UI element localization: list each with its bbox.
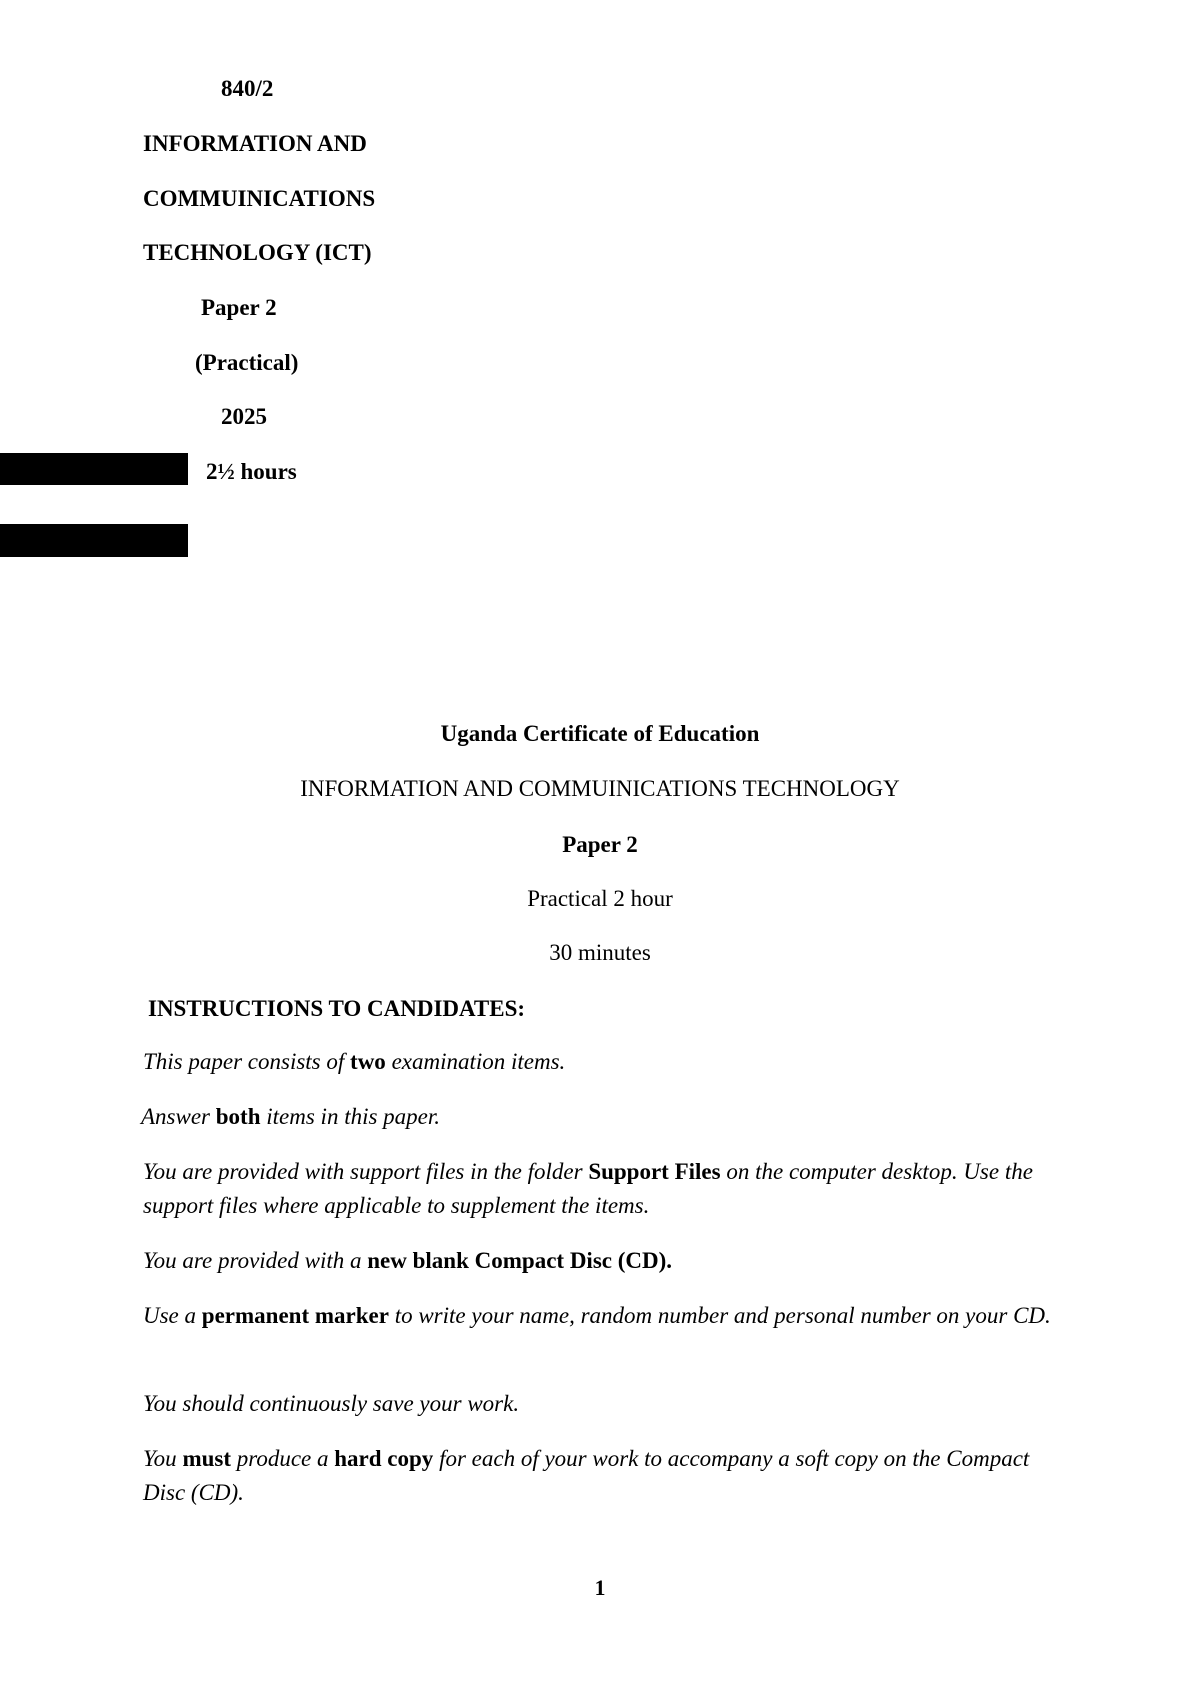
paper-code: 840/2 bbox=[221, 76, 274, 101]
instruction-item: Use a permanent marker to write your name, random number and personal number on your CD. bbox=[143, 1303, 1051, 1328]
duration-line-1: Practical 2 hour bbox=[527, 886, 673, 911]
redaction-bar bbox=[0, 524, 188, 557]
page-number: 1 bbox=[594, 1575, 606, 1600]
subject-line-2: COMMUINICATIONS bbox=[143, 186, 376, 211]
certificate-title: Uganda Certificate of Education bbox=[440, 721, 760, 746]
subject-title: INFORMATION AND COMMUINICATIONS TECHNOLOGY bbox=[300, 776, 900, 801]
paper-title: Paper 2 bbox=[562, 832, 638, 857]
instruction-item: You are provided with support files in the folder Support Files on the computer desktop. Use the support files where applicable to supplement the items. bbox=[143, 1159, 1033, 1218]
duration-line-2: 30 minutes bbox=[549, 940, 651, 965]
header-paper: Paper 2 bbox=[201, 295, 277, 320]
instruction-item: You must produce a hard copy for each of your work to accompany a soft copy on the Compact Disc (CD). bbox=[143, 1446, 1030, 1505]
instruction-item: You should continuously save your work. bbox=[143, 1391, 520, 1416]
redaction-bar bbox=[0, 453, 188, 485]
instruction-item: You are provided with a new blank Compact Disc (CD). bbox=[143, 1248, 673, 1273]
header-paper-type: (Practical) bbox=[195, 350, 299, 375]
subject-line-3: TECHNOLOGY (ICT) bbox=[143, 240, 372, 265]
header-year: 2025 bbox=[221, 404, 267, 429]
instruction-item: Answer both items in this paper. bbox=[141, 1104, 441, 1129]
header-duration: 2½ hours bbox=[206, 459, 297, 484]
instructions-heading: INSTRUCTIONS TO CANDIDATES: bbox=[148, 996, 526, 1021]
instruction-item: This paper consists of two examination items. bbox=[143, 1049, 566, 1074]
subject-line-1: INFORMATION AND bbox=[143, 131, 367, 156]
